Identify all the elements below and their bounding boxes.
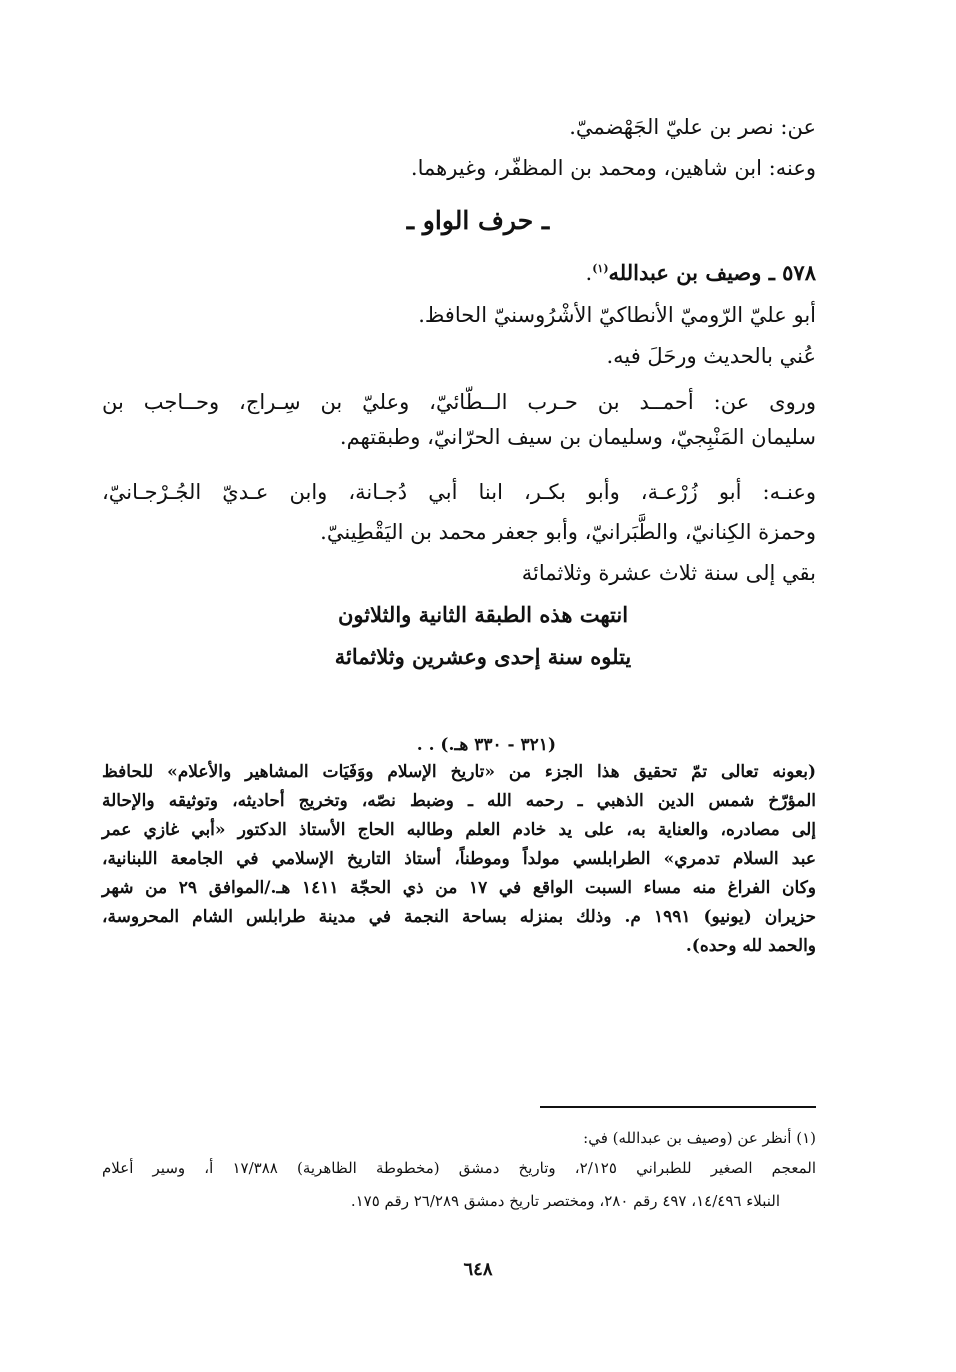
colophon-line: إلى مصادره، والعناية به، على يد خادم العلم وطالبه الحاج الأستاذ الدكتور «أبي غازي عمر <box>102 820 816 840</box>
text-line-narrated-by: وعنه: ابن شاهين، ومحمد بن المظفّر، وغيرهما. <box>410 156 816 180</box>
entry-line-death-year: بقي إلى سنة ثلاث عشرة وثلاثمائة <box>521 561 816 585</box>
footnote-divider <box>540 1106 816 1108</box>
closing-line-end-of-class: انتهت هذه الطبقة الثانية والثلاثون <box>337 602 629 627</box>
entry-line-students-1: وعنـه: أبو زُرْعـة، وأبو بكـر، ابنا أبي دُجـانة، وابن عـديّ الجُـرْجـانيّ، <box>102 480 816 504</box>
colophon-date-range: (٣٢١ - ٣٣٠ هـ.) . . <box>416 735 556 755</box>
entry-line-travel: عُني بالحديث ورحَلَ فيه. <box>606 344 816 368</box>
entry-title-period: . <box>585 261 593 285</box>
entry-line-narrated-from-2: سليمان المَنْبِجيّ، وسليمان بن سيف الحرّانيّ، وطبقتهم. <box>339 425 816 449</box>
text-line-narrator-from: عن: نصر بن عليّ الجَهْضميّ. <box>569 115 816 139</box>
page-number: ٦٤٨ <box>463 1259 493 1280</box>
colophon-line: المؤرّخ شمس الدين الذهبي ـ رحمه الله ـ وضبط نصّه، وتخريج أحاديثه، وتوثيقه والإحالة <box>102 791 816 811</box>
footnote-line: المعجم الصغير للطبراني ٢/١٢٥، وتاريخ دمشق (مخطوطة الظاهرية) ١٧/٣٨٨ أ، وسير أعلام <box>102 1159 816 1177</box>
colophon-line-last: والحمد لله وحده). <box>685 936 816 956</box>
colophon-line: وكان الفراغ منه مساء السبت الواقع في ١٧ من ذي الحجّة ١٤١١ هـ./الموافق ٢٩ من شهر <box>102 878 817 898</box>
section-heading: ـ حرف الواو ـ <box>406 206 550 235</box>
colophon-line: (بعونه تعالى تمّ تحقيق هذا الجزء من «تاريخ الإسلام ووَفَيَات المشاهير والأعلام» للحافظ <box>102 762 816 782</box>
entry-line-narrated-from-1: وروى عن: أحمــد بن حـرب الــطّائيّ، وعليّ بن سِـراج، وحــاجب بن <box>102 390 816 414</box>
closing-line-next-year: يتلوه سنة إحدى وعشرين وثلاثمائة <box>334 644 632 669</box>
entry-line-kunya: أبو عليّ الرّوميّ الأنطاكيّ الأشْرُوسنيّ الحافظ. <box>418 303 816 327</box>
entry-title <box>586 262 817 284</box>
entry-line-students-2: وحمزة الكِنانيّ، والطَّبَرانيّ، وأبو جعفر محمد بن اليَقْطِينيّ. <box>320 520 816 544</box>
footnote-marker: (١) <box>592 262 609 275</box>
colophon-line: حزيران (يونيو) ١٩٩١ م. وذلك بمنزله بساحة النجمة في مدينة طرابلس الشام المحروسة، <box>102 907 816 927</box>
footnote-line: النبلاء ١٤/٤٩٦، ٤٩٧ رقم ٢٨٠، ومختصر تاريخ دمشق ٢٦/٢٨٩ رقم ١٧٥. <box>350 1192 780 1210</box>
entry-title-text: ٥٧٨ ـ وصيف بن عبدالله <box>608 260 816 285</box>
colophon-line: عبد السلام تدمري» الطرابلسي مولداً وموطناً، أستاذ التاريخ الإسلامي في الجامعة اللبنانية، <box>102 849 816 869</box>
footnote-line: (١) أنظر عن (وصيف بن عبدالله) في: <box>583 1129 816 1147</box>
